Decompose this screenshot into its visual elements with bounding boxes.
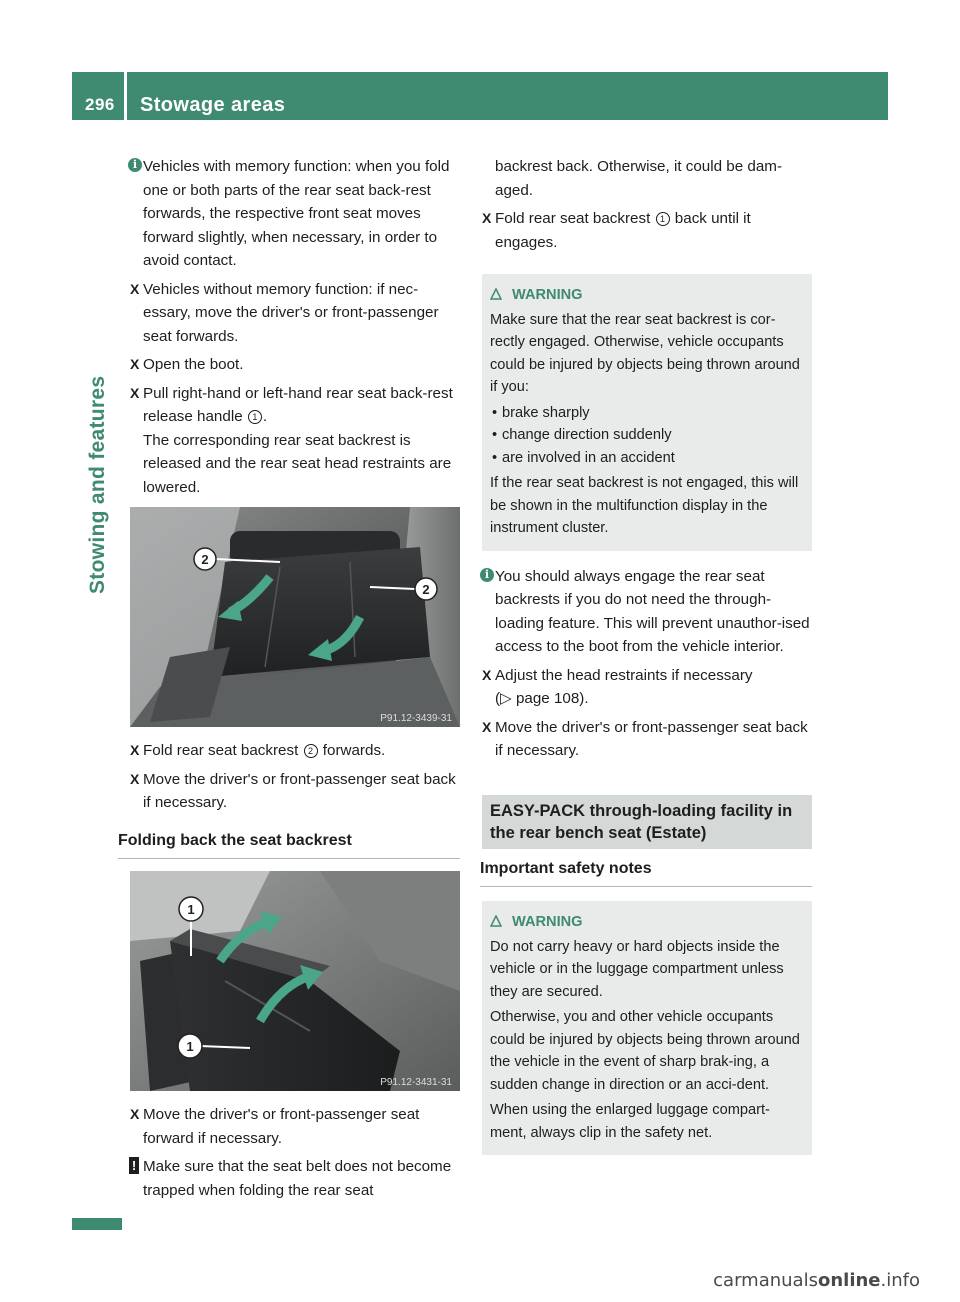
section-title: Stowage areas xyxy=(140,94,286,116)
step-arrow-icon: X xyxy=(130,742,140,758)
info-icon: i xyxy=(480,568,494,582)
info-note-memory: i Vehicles with memory function: when you fold one or both parts of the rear seat back-rest forwards, the respective front seat moves forward slightly, when necessary, in order to avoid contact. xyxy=(130,155,460,273)
warning-text: Make sure that the rear seat backrest is cor-rectly engaged. Otherwise, vehicle occupants could be injured by objects being thrown around if you: xyxy=(490,311,800,395)
photo-callout-1a: 1 xyxy=(187,902,195,917)
step-fold-back: X Fold rear seat backrest 1 back until it engages. xyxy=(482,207,812,254)
side-chapter-label: Stowing and features xyxy=(86,375,109,594)
step-arrow-icon: X xyxy=(130,770,140,787)
step-arrow-icon: X xyxy=(482,666,492,683)
step-result: The corresponding rear seat backrest is released and the rear seat head restraints are lowered. xyxy=(143,431,452,496)
watermark: carmanualsonline.info xyxy=(713,1270,920,1291)
page-number: 296 xyxy=(85,95,115,114)
step-arrow-icon: X xyxy=(482,210,492,226)
page-reference: (▷ page 108). xyxy=(495,690,589,707)
info-icon: i xyxy=(128,158,142,172)
info-note-engage: i You should always engage the rear seat backrests if you do not need the through-loading feature. This will prevent unauthor-ised access to the boot from the vehicle interior. xyxy=(482,565,812,659)
step-arrow-icon: X xyxy=(130,356,140,372)
header-divider xyxy=(124,72,127,120)
step-fold-forward: X Fold rear seat backrest 2 forwards. xyxy=(130,739,460,763)
boot-photo xyxy=(130,871,460,1091)
warning-title: WARNING xyxy=(490,284,804,307)
warning-text: Otherwise, you and other vehicle occupants could be injured by objects being thrown around the vehicle in the event of sharp brak-ing, a sudden change in direction or an acci-dent. xyxy=(490,1009,800,1093)
warning-bullet: • change direction suddenly xyxy=(492,427,672,443)
step-arrow-icon: X xyxy=(130,280,140,297)
step-arrow-icon: X xyxy=(130,1106,140,1122)
warning-bullet: • are involved in an accident xyxy=(492,449,675,466)
notice-seat-belt: ! Make sure that the seat belt does not become trapped when folding the rear seat xyxy=(130,1155,460,1202)
warning-triangle-icon xyxy=(490,915,502,927)
photo-code: P91.12-3431-31 xyxy=(380,1077,452,1088)
side-chapter-tab xyxy=(72,1218,122,1230)
step-open-boot: X Open the boot. xyxy=(130,353,460,377)
photo-callout-1b: 1 xyxy=(186,1039,194,1054)
warning-text: When using the enlarged luggage compart-ment, always clip in the safety net. xyxy=(490,1102,770,1141)
step-move-seat-back: X Move the driver's or front-passenger seat back if necessary. xyxy=(482,716,812,763)
callout-ref: 1 xyxy=(656,212,670,226)
photo-callout-2a: 2 xyxy=(201,552,209,567)
callout-ref: 1 xyxy=(248,410,262,424)
warning-box-backrest xyxy=(482,274,812,551)
notice-continued: backrest back. Otherwise, it could be dam-aged. xyxy=(495,158,782,199)
step-arrow-icon: X xyxy=(482,718,492,735)
warning-title: WARNING xyxy=(490,911,804,934)
heading-easy-pack: EASY-PACK through-loading facility in the rear bench seat (Estate) xyxy=(482,795,812,849)
right-column xyxy=(482,155,812,1169)
notice-icon: ! xyxy=(129,1157,139,1174)
step-head-restraints: X Adjust the head restraints if necessary (▷ page 108). xyxy=(482,664,812,711)
callout-ref: 2 xyxy=(304,744,318,758)
warning-bullet: • brake sharply xyxy=(492,404,590,421)
warning-triangle-icon xyxy=(490,288,502,300)
step-move-seat-forward: X Move the driver's or front-passenger seat forward if necessary. xyxy=(130,1103,460,1150)
step-move-seat-back: X Move the driver's or front-passenger seat back if necessary. xyxy=(130,768,460,815)
warning-text: Do not carry heavy or hard objects inside the vehicle or in the luggage compartment unless they are secured. xyxy=(490,938,784,1000)
heading-folding-back: Folding back the seat backrest xyxy=(118,829,460,860)
photo-callout-2b: 2 xyxy=(422,582,430,597)
step-arrow-icon: X xyxy=(130,384,140,401)
photo-code: P91.12-3439-31 xyxy=(380,713,452,724)
rear-seat-photo xyxy=(130,507,460,727)
step-pull-handle: X Pull right-hand or left-hand rear seat back-rest release handle 1 . The corresponding rear seat backrest is released and the rear seat head restraints are lowered. xyxy=(130,382,460,500)
heading-safety-notes: Important safety notes xyxy=(480,857,812,888)
warning-text: If the rear seat backrest is not engaged, this will be shown in the multifunction display in the instrument cluster. xyxy=(490,475,799,536)
step-move-seat: X Vehicles without memory function: if nec-essary, move the driver's or front-passenger seat forwards. xyxy=(130,278,460,349)
left-column xyxy=(118,155,460,1207)
warning-box-heavy-objects xyxy=(482,901,812,1155)
